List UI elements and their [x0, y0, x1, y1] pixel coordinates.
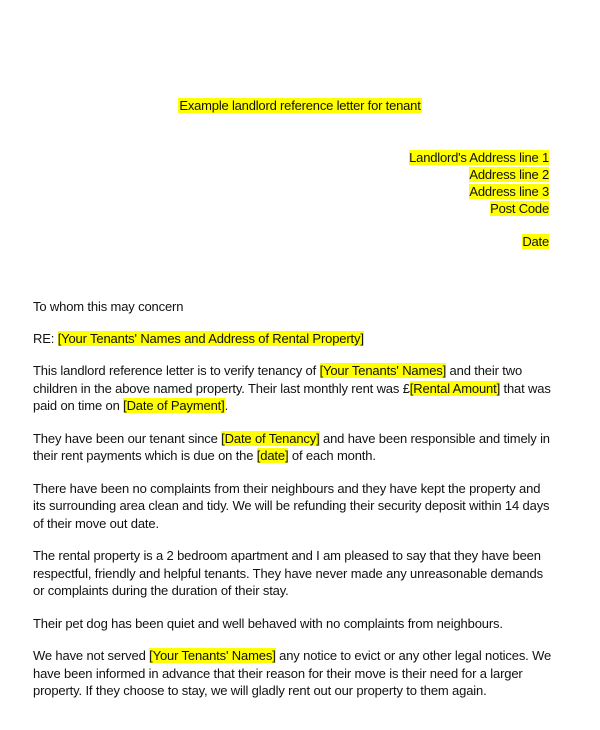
para1-text-4: .: [224, 398, 229, 413]
address-postcode: Post Code: [490, 201, 549, 216]
paragraph-rental-property: The rental property is a 2 bedroom apartment and I am pleased to say that they have been respectful, friendly and helpful tenants. They have never made any unreasonable demands or complaints during the duration of their stay.: [33, 548, 543, 598]
para1-text-2: and their two children in the above named property. Their last monthly rent was £: [33, 363, 523, 396]
address-line-2: Address line 2: [469, 167, 549, 182]
salutation: To whom this may concern: [33, 299, 184, 314]
para2-text-1: They have been our tenant since: [33, 430, 222, 446]
letter-body: [33, 298, 553, 715]
date-of-payment-placeholder: [Date of Payment]: [123, 398, 225, 413]
tenant-names-placeholder-2: [Your Tenants' Names]: [149, 648, 276, 663]
paragraph-no-complaints: There have been no complaints from their neighbours and they have kept the property and its surrounding area clean and tidy. We will be refunding their security deposit within 14 days of their move out date.: [33, 480, 550, 531]
letter-title-text: Example landlord reference letter for tenant: [179, 98, 421, 113]
paragraph-tenancy-since: [33, 430, 553, 465]
landlord-address-block: [409, 149, 549, 250]
address-line-1: Landlord's Address line 1: [409, 150, 549, 165]
re-line: [33, 330, 553, 348]
para6-text-1: We have not served: [33, 648, 150, 663]
date-of-tenancy-placeholder: [Date of Tenancy]: [221, 430, 320, 446]
address-line-3: Address line 3: [469, 184, 549, 199]
para1-text-3: that was paid on time on: [33, 380, 551, 413]
tenant-names-placeholder: [Your Tenants' Names]: [319, 363, 447, 378]
paragraph-tenancy-verification: [33, 362, 553, 415]
para2-text-3: of each month.: [288, 448, 376, 463]
re-prefix: RE:: [33, 330, 58, 346]
due-date-placeholder: [date]: [256, 448, 289, 463]
letter-date: Date: [522, 234, 549, 249]
paragraph-no-notices: [33, 647, 553, 700]
para2-text-2: and have been responsible and timely in their rent payments which is due on the: [33, 430, 550, 463]
para1-text-1: This landlord reference letter is to verify tenancy of: [33, 363, 320, 378]
re-subject-placeholder: [Your Tenants' Names and Address of Rental Property]: [57, 330, 364, 346]
paragraph-pet-dog: Their pet dog has been quiet and well behaved with no complaints from neighbours.: [33, 615, 503, 631]
para6-text-2: any notice to evict or any other legal notices. We have been informed in advance that their reason for their move is their need for a larger property. If they choose to stay, we will gladly rent out our property to them again.: [33, 648, 552, 698]
letter-title: [0, 98, 600, 113]
rental-amount-placeholder: [Rental Amount]: [409, 380, 501, 396]
